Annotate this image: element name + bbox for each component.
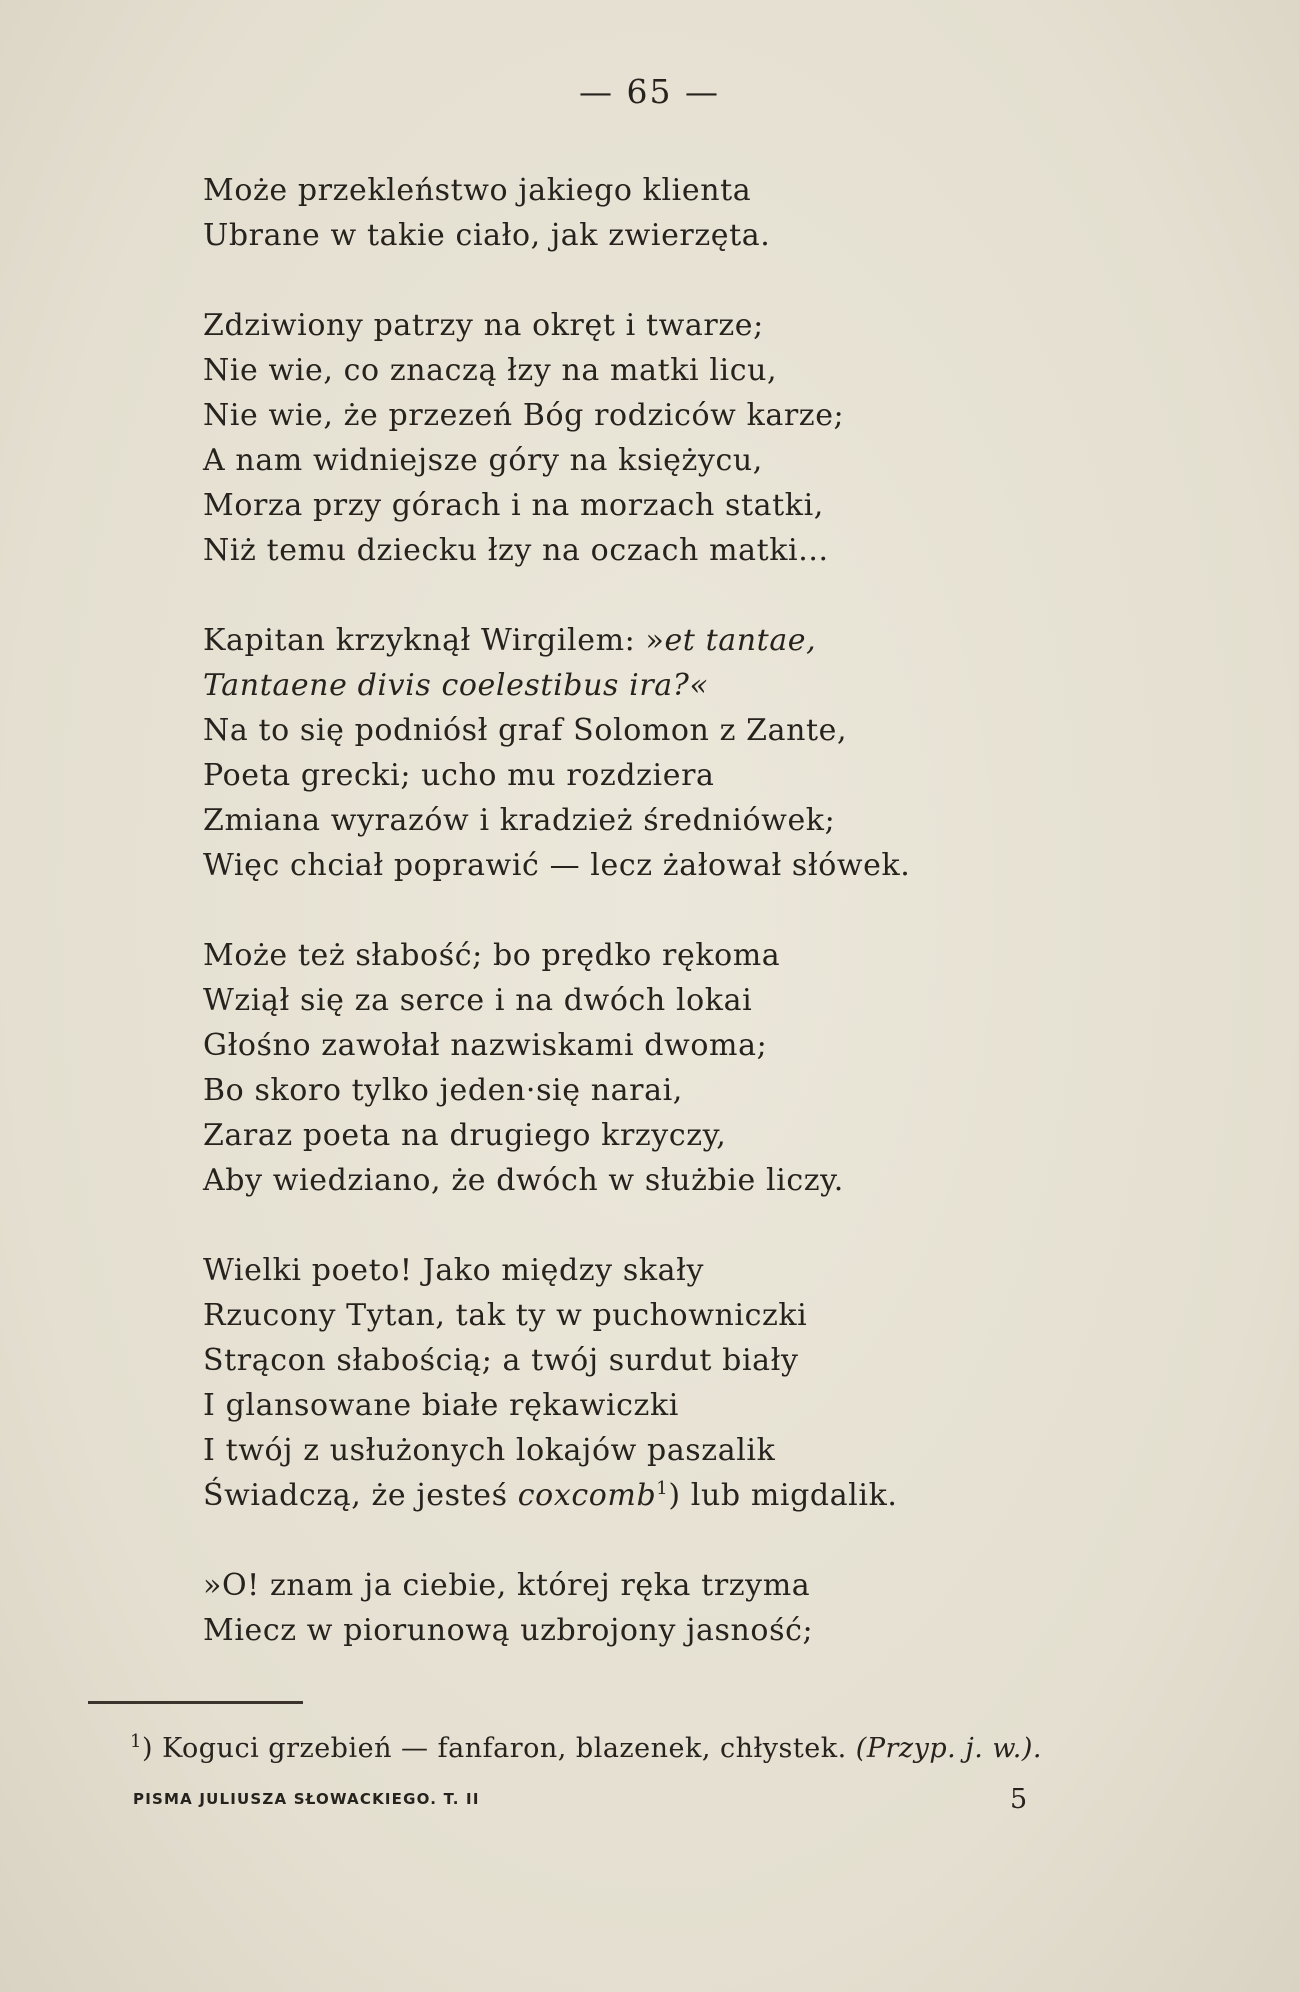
verse-line — [203, 618, 1143, 663]
verse-line: »O! znam ja ciebie, której ręka trzyma — [203, 1568, 811, 1603]
verse-line: Poeta grecki; ucho mu rozdziera — [203, 758, 715, 793]
verse-line: Bo skoro tylko jeden·się narai, — [203, 1073, 683, 1108]
footnote-marker: 1 — [130, 1731, 142, 1752]
verse-line: Głośno zawołał nazwiskami dwoma; — [203, 1028, 768, 1063]
stanza-6 — [203, 1563, 1143, 1653]
stanza-5 — [203, 1248, 1143, 1518]
printer-signature: PISMA JULIUSZA SŁOWACKIEGO. T. II — [133, 1790, 480, 1808]
latin-quote: et tantae, — [664, 623, 817, 658]
verse-text: Świadczą, że jesteś — [203, 1478, 518, 1513]
foreign-word: coxcomb — [517, 1478, 657, 1513]
verse-text: ) lub migdalik. — [668, 1478, 898, 1513]
verse-line: Na to się podniósł graf Solomon z Zante, — [203, 713, 848, 748]
sheet-number: 5 — [1010, 1784, 1028, 1815]
verse-line: Wziął się za serce i na dwóch lokai — [203, 983, 753, 1018]
verse-line: Strącon słabością; a twój surdut biały — [203, 1343, 799, 1378]
footnote-reference: 1 — [656, 1478, 669, 1499]
verse-line: Zdziwiony patrzy na okręt i twarze; — [203, 308, 764, 343]
stanza-2 — [203, 303, 1143, 573]
verse-line: Wielki poeto! Jako między skały — [203, 1253, 705, 1288]
verse-line — [203, 1473, 1143, 1518]
verse-line: Niż temu dziecku łzy na oczach matki... — [203, 533, 829, 568]
verse-line: Może przekleństwo jakiego klienta — [203, 173, 752, 208]
page-number: — 65 — — [579, 72, 720, 111]
verse-line: A nam widniejsze góry na księżycu, — [203, 443, 763, 478]
stanza-3 — [203, 618, 1143, 888]
footnote-divider — [88, 1701, 303, 1704]
stanza-1 — [203, 168, 1143, 258]
verse-line: Zmiana wyrazów i kradzież średniówek; — [203, 803, 836, 838]
verse-line: Miecz w piorunową uzbrojony jasność; — [203, 1613, 814, 1648]
verse-line: Aby wiedziano, że dwóch w służbie liczy. — [203, 1163, 844, 1198]
verse-line: Nie wie, że przezeń Bóg rodziców karze; — [203, 398, 845, 433]
verse-line: Może też słabość; bo prędko rękoma — [203, 938, 781, 973]
verse-line: Rzucony Tytan, tak ty w puchowniczki — [203, 1298, 808, 1333]
footnote-attribution: (Przyp. j. w.). — [855, 1733, 1042, 1764]
verse-line: Morza przy górach i na morzach statki, — [203, 488, 824, 523]
verse-line: I glansowane białe rękawiczki — [203, 1388, 679, 1423]
verse-line — [203, 663, 1143, 708]
verse-line: I twój z usłużonych lokajów paszalik — [203, 1433, 776, 1468]
verse-line: Zaraz poeta na drugiego krzyczy, — [203, 1118, 727, 1153]
latin-quote: Tantaene divis coelestibus ira?« — [203, 668, 709, 703]
verse-text: Kapitan krzyknął Wirgilem: » — [203, 623, 665, 658]
poem-text — [203, 168, 1143, 1698]
footnote — [130, 1729, 1130, 1769]
verse-line: Nie wie, co znaczą łzy na matki licu, — [203, 353, 778, 388]
stanza-4 — [203, 933, 1143, 1203]
verse-line: Ubrane w takie ciało, jak zwierzęta. — [203, 218, 771, 253]
footnote-text: ) Koguci grzebień — fanfaron, blazenek, chłystek. — [141, 1733, 847, 1764]
verse-line: Więc chciał poprawić — lecz żałował słówek. — [203, 848, 911, 883]
